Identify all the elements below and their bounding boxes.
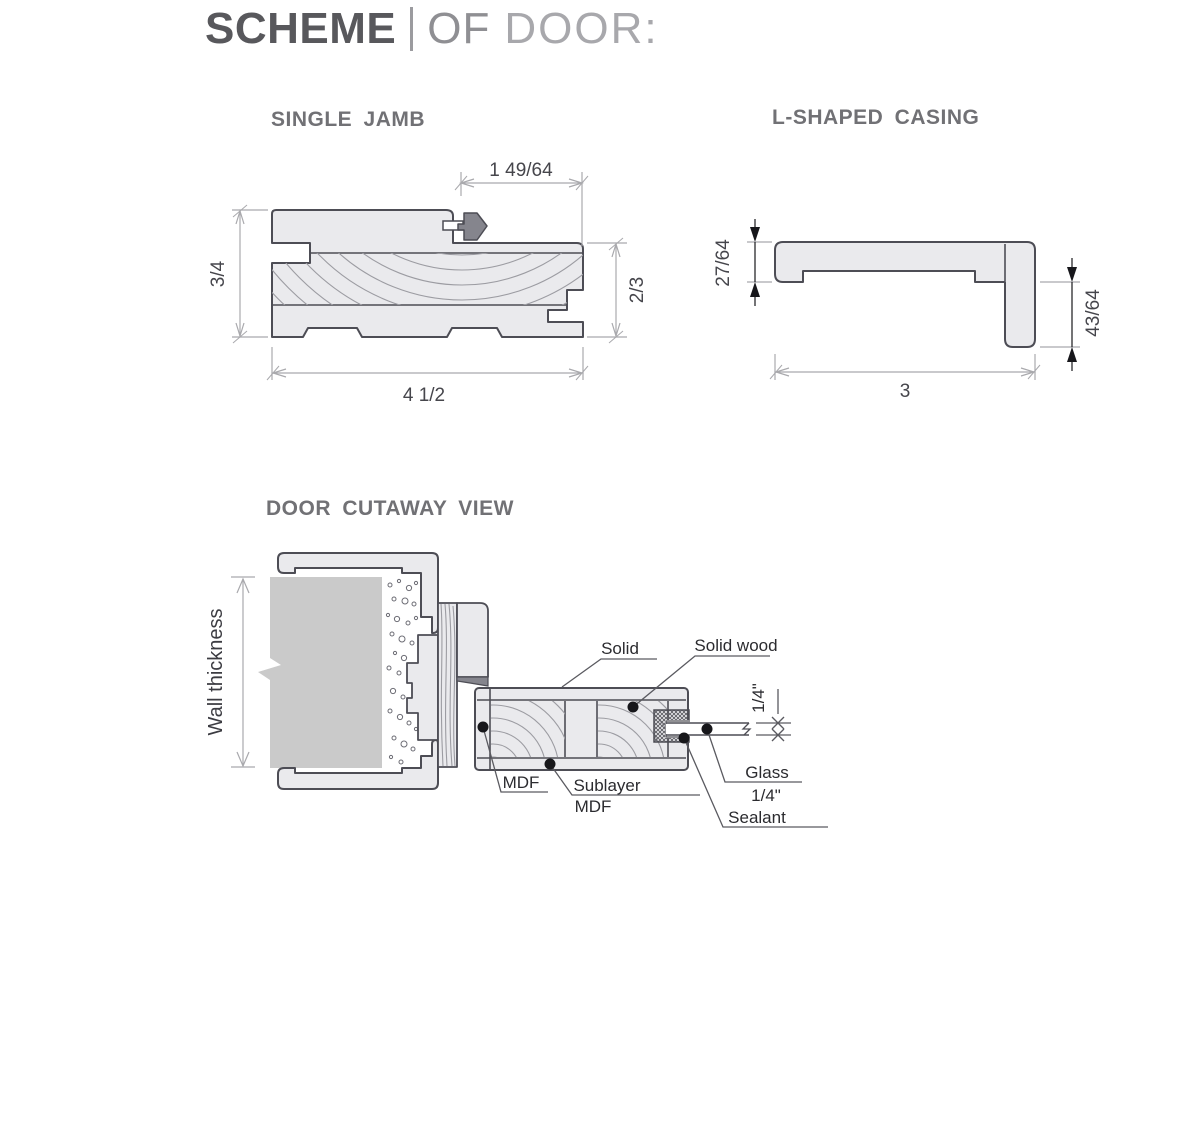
seal-arrow-icon — [458, 213, 487, 240]
casing-dim-bottom-text: 3 — [899, 381, 911, 402]
casing-dim-bottom — [770, 354, 1040, 402]
mdf-label: MDF — [502, 773, 540, 792]
door-cutaway-heading: DOOR CUTAWAY VIEW — [266, 497, 514, 520]
solid-wood-label: Solid wood — [694, 636, 778, 655]
glass-label-line1: Glass — [745, 763, 789, 782]
sublayer-label-line2: MDF — [574, 797, 612, 816]
jamb-dim-right-text: 2/3 — [627, 276, 648, 304]
wall-section — [258, 577, 382, 768]
casing-dim-right — [1040, 258, 1104, 371]
jamb-dim-left — [208, 205, 268, 343]
page-title-secondary: OF — [427, 4, 491, 53]
solid-label: Solid — [601, 639, 639, 658]
glass-dim-text: 1/4" — [749, 683, 768, 713]
sublayer-label-line1: Sublayer — [573, 776, 641, 795]
glass-label-line2: 1/4" — [751, 786, 781, 805]
sealant-dot — [679, 733, 690, 744]
jamb-dim-bottom-text: 4 1/2 — [402, 385, 446, 406]
jamb-dim-right — [587, 238, 648, 343]
jamb-profile — [272, 210, 583, 337]
jamb-dim-left-text: 3/4 — [208, 260, 229, 288]
l-shaped-casing-heading: L-SHAPED CASING — [772, 106, 980, 129]
jamb-dim-top-text: 1 49/64 — [489, 160, 553, 181]
cutaway-jamb-strip — [407, 635, 438, 740]
solid-leader — [562, 659, 657, 687]
page-title-primary: SCHEME — [205, 4, 397, 53]
casing-profile — [775, 242, 1035, 347]
single-jamb-diagram — [202, 0, 722, 406]
single-jamb-heading: SINGLE JAMB — [271, 108, 426, 131]
stop-seal — [457, 677, 488, 686]
l-casing-diagram — [713, 219, 1104, 402]
wall-thickness-text: Wall thickness — [205, 608, 227, 736]
glass-dim — [749, 683, 791, 741]
casing-dim-left-text: 27/64 — [713, 239, 734, 287]
glass-dot — [702, 724, 713, 735]
door-stop — [457, 603, 488, 677]
casing-dim-right-text: 43/64 — [1083, 289, 1104, 337]
solid-wood-dot — [628, 702, 639, 713]
mdf-dot — [478, 722, 489, 733]
cutaway-diagram — [205, 553, 828, 876]
wall-thickness-dim — [205, 577, 255, 767]
page-title-tertiary: DOOR: — [504, 4, 659, 53]
sublayer-dot — [545, 759, 556, 770]
casing-dim-left — [713, 219, 772, 306]
sealant-label: Sealant — [728, 808, 786, 827]
jamb-dim-bottom — [267, 347, 588, 406]
